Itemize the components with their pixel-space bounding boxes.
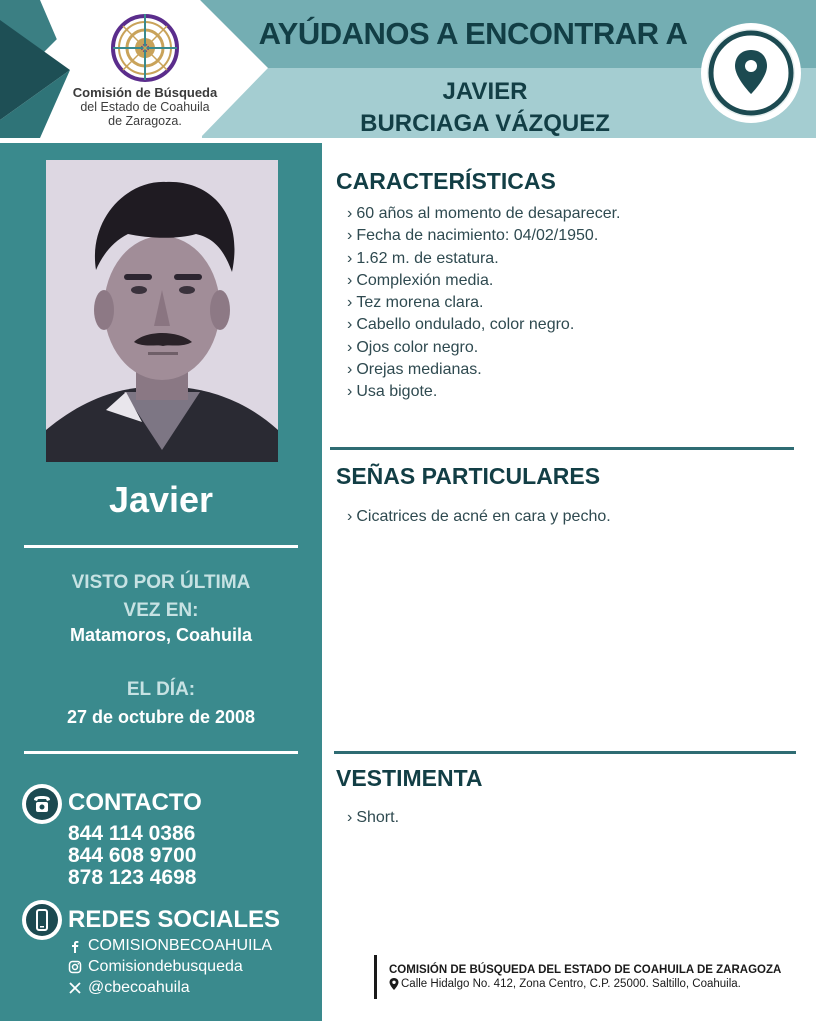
phone-number[interactable]: 844 114 0386 [68,822,196,845]
missing-person-full-name [300,76,670,140]
divider [24,545,298,548]
list-item: › Usa bigote. [347,383,438,401]
org-name-line: Comisión de Búsqueda [72,85,218,100]
footer-address [389,978,741,990]
section-divider [334,751,796,754]
smartphone-icon [22,900,62,940]
list-item: › 1.62 m. de estatura. [347,249,499,267]
first-name: Javier [108,479,214,520]
divider [24,751,298,754]
last-seen-label-line: VEZ EN: [123,600,199,621]
list-item: › Tez morena clara. [347,294,484,312]
social-facebook[interactable] [68,935,272,956]
left-info-panel [0,143,322,1021]
x-icon [68,981,82,995]
org-name-line: de Zaragoza. [108,114,182,128]
clothing-list [347,807,399,829]
social-x[interactable] [68,977,272,998]
social-handle: @cbecoahuila [88,979,190,996]
footer-address-text: Calle Hidalgo No. 412, Zona Centro, C.P. 25000. Saltillo, Coahuila. [401,978,741,990]
location-pin-icon [700,22,802,124]
missing-person-first-name: JAVIER [442,78,528,105]
clothing-title: VESTIMENTA [336,765,483,791]
particular-signs-title: SEÑAS PARTICULARES [336,463,601,489]
list-item: › Short. [347,809,400,826]
characteristics-title: CARACTERÍSTICAS [336,168,556,194]
phone-number[interactable]: 844 608 9700 [68,844,197,867]
last-seen-label [0,569,322,625]
date-label: EL DÍA: [126,679,196,700]
particular-signs-list [347,506,611,528]
characteristics-list [347,203,621,404]
missing-person-last-names: BURCIAGA VÁZQUEZ [360,110,610,137]
list-item: › Complexión media. [347,271,494,289]
missing-person-photo [46,160,278,462]
footer-org-name: COMISIÓN DE BÚSQUEDA DEL ESTADO DE COAHUILA DE ZARAGOZA [389,964,782,976]
org-emblem-icon [109,10,181,82]
list-item: › Cabello ondulado, color negro. [347,316,575,334]
facebook-icon [68,939,82,953]
last-seen-label-line: VISTO POR ÚLTIMA [71,572,251,593]
list-item: › Cicatrices de acné en cara y pecho. [347,508,611,525]
portrait-image [46,160,278,462]
list-item: › Fecha de nacimiento: 04/02/1950. [347,227,599,245]
social-instagram[interactable] [68,956,272,977]
footer-accent-bar [374,955,377,999]
org-name-line: del Estado de Coahuila [80,100,210,114]
location-pin-icon [389,978,399,990]
header [0,0,816,140]
contact-title: CONTACTO [68,789,202,816]
section-divider [330,447,794,450]
phone-number[interactable]: 878 123 4698 [68,866,197,889]
phone-list [68,823,196,889]
social-title: REDES SOCIALES [68,906,281,933]
instagram-icon [68,960,82,974]
social-list [68,935,272,998]
list-item: › 60 años al momento de desaparecer. [347,205,621,222]
social-handle: COMISIONBECOAHUILA [88,937,273,954]
disappearance-date: 27 de octubre de 2008 [66,707,256,727]
last-seen-place: Matamoros, Coahuila [69,625,253,645]
org-logo [60,10,230,128]
headline: AYÚDANOS A ENCONTRAR A [258,16,688,51]
list-item: › Orejas medianas. [347,361,482,379]
telephone-icon [22,784,62,824]
list-item: › Ojos color negro. [347,338,479,356]
social-handle: Comisiondebusqueda [88,958,243,975]
